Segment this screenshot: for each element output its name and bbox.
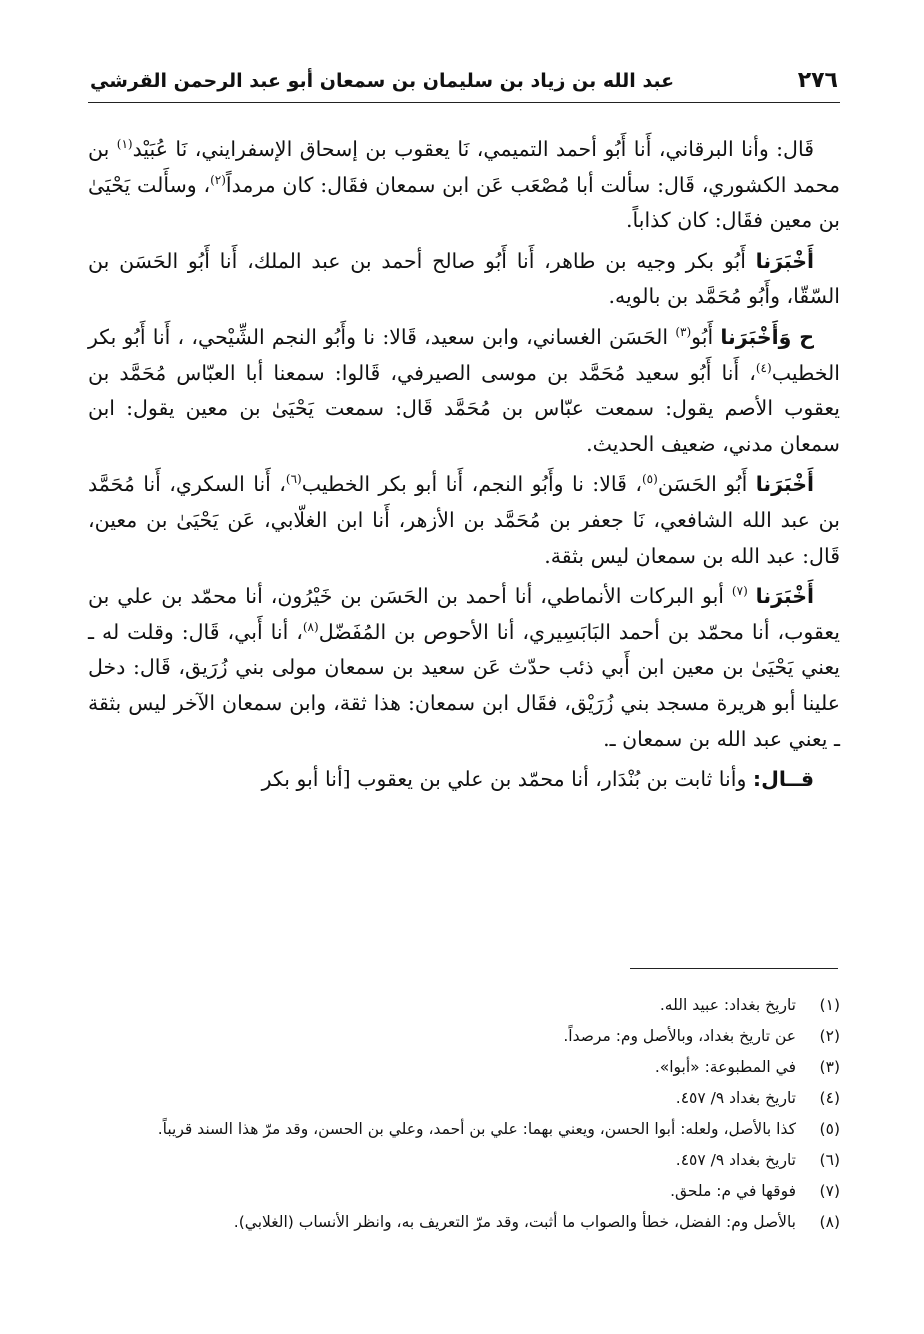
paragraph-text <box>748 584 756 608</box>
paragraph-text: ، أَنا أَبُو سعيد مُحَمَّد بن موسى الصيرفي، قَالوا: سمعنا أبا العبّاس مُحَمَّد بن يعقوب الأصم يقول: سمعت عبّاس بن مُحَمَّد قَال: سمعت يَحْيَىٰ بن معين يقول: ابن سمعان مدني، ضعيف الحديث. <box>88 360 840 456</box>
paragraph-text: أبو البركات الأنماطي، أنا أحمد بن الحَسَن بن خَيْرُون، أنا محمّد بن علي بن يعقوب، أنا محمّد بن أحمد البَابَسِيري، أنا الأحوص بن المُفَضّل <box>88 584 840 644</box>
page-header <box>90 66 838 104</box>
footnote-number: (٢) <box>819 1027 840 1045</box>
footnote-4 <box>88 1083 840 1114</box>
paragraph-3 <box>88 320 840 462</box>
header-rule <box>88 102 840 103</box>
footnote-ref: (٥) <box>641 472 658 487</box>
footnote-number: (٦) <box>819 1151 840 1169</box>
paragraph-text: قَال: وأنا البرقاني، أَنا أَبُو أحمد التميمي، نَا يعقوب بن إسحاق الإسفرايني، نَا عُبَيْد <box>132 137 814 161</box>
paragraph-text: أَبُو بكر وجيه بن طاهر، أَنا أَبُو صالح أحمد بن عبد الملك، أَنا أَبُو الحَسَن بن السّقّا، وأَبُو مُحَمَّد بن بالويه. <box>88 248 840 309</box>
main-text <box>88 132 840 803</box>
footnote-text: بالأصل وم: الفضل، خطأ والصواب ما أثبت، وقد مرّ التعريف به، وانظر الأنساب (الغلابي). <box>233 1213 796 1231</box>
paragraph-text: ، أَنا السكري، أَنا مُحَمَّد بن عبد الله الشافعي، نَا جعفر بن مُحَمَّد بن الأزهر، أَنا ابن الغلّابي، عَن يَحْيَىٰ بن معين، قَال: عبد الله بن سمعان ليس بثقة. <box>88 472 840 568</box>
footnotes <box>88 990 840 1238</box>
footnote-text: تاريخ بغداد: عبيد الله. <box>659 996 796 1014</box>
footnote-ref: (٨) <box>302 619 319 634</box>
footnote-text: كذا بالأصل، ولعله: أبوا الحسن، ويعني بهما: علي بن أحمد، وعلي بن الحسن، وقد مرّ هذا السند قريباً. <box>157 1120 796 1138</box>
footnote-1 <box>88 990 840 1021</box>
footnote-ref: (٦) <box>285 472 302 487</box>
paragraph-lead: ح وَأَخْبَرَنا <box>720 324 814 349</box>
footnote-number: (٨) <box>819 1213 840 1231</box>
footnote-ref: (٧) <box>731 584 748 599</box>
footnote-ref: (٣) <box>675 325 692 340</box>
footnote-3 <box>88 1052 840 1083</box>
page-number: ٢٧٦ <box>797 68 838 93</box>
footnote-text: في المطبوعة: «أبوا». <box>654 1058 796 1076</box>
footnote-number: (٣) <box>819 1058 840 1076</box>
paragraph-lead: أَخْبَرَنا <box>755 584 814 609</box>
footnote-7 <box>88 1176 840 1207</box>
paragraph-lead: أَخْبَرَنا <box>755 248 814 273</box>
paragraph-lead: قــال: <box>752 767 814 792</box>
footnote-2 <box>88 1021 840 1052</box>
paragraph-lead: أَخْبَرَنا <box>755 472 815 497</box>
footnote-text: تاريخ بغداد ٩/ ٤٥٧. <box>675 1089 796 1107</box>
paragraph-text: بن محمد الكشوري، قَال: سألت أبا مُصْعَب عَن ابن سمعان فقَال: كان مرمداً <box>88 137 840 197</box>
footnote-8 <box>88 1207 840 1238</box>
footnote-text: عن تاريخ بغداد، وبالأصل وم: مرصداً. <box>563 1027 796 1045</box>
paragraph-text: أَبُو <box>691 324 721 349</box>
paragraph-text: ، قَالا: نا وأَبُو النجم، أَنا أبو بكر الخطيب <box>301 472 642 497</box>
paragraph-6 <box>88 762 840 798</box>
paragraph-text: ، وسأَلت يَحْيَىٰ بن معين فقَال: كان كذاباً. <box>88 172 840 233</box>
paragraph-text: الحَسَن الغساني، وابن سعيد، قَالا: نا وأَبُو النجم الشِّيْحي، ، أَنا أَبُو بكر الخطيب <box>88 324 840 385</box>
footnote-number: (٧) <box>819 1182 840 1200</box>
paragraph-4 <box>88 467 840 574</box>
paragraph-text: أَبُو الحَسَن <box>657 472 756 497</box>
footnote-5 <box>88 1114 840 1145</box>
footnote-ref: (٢) <box>210 172 226 187</box>
paragraph-text: ، أنا أَبي، قَال: وقلت له ـ يعني يَحْيَىٰ بن معين ابن أَبي ذئب حدّث عَن سعيد بن سمعان مولى بني زُرَيق، قَال: دخل علينا أبو هريرة مسجد بني زُرَيْق، فقَال ابن سمعان: هذا ثقة، وابن سمعان الآخر ليس بثقة ـ يعني عبد الله بن سمعان ـ. <box>88 619 840 751</box>
paragraph-text: وأنا ثابت بن بُنْدَار، أنا محمّد بن علي بن يعقوب [أنا أبو بكر <box>261 767 753 792</box>
footnote-separator <box>630 968 838 969</box>
footnote-number: (٥) <box>819 1120 840 1138</box>
footnote-text: فوقها في م: ملحق. <box>670 1182 796 1200</box>
paragraph-2 <box>88 244 840 315</box>
paragraph-1 <box>88 132 840 239</box>
paragraph-5 <box>88 579 840 757</box>
footnote-number: (١) <box>819 996 840 1014</box>
footnote-ref: (٤) <box>755 360 772 375</box>
footnote-text: تاريخ بغداد ٩/ ٤٥٧. <box>675 1151 796 1169</box>
running-head: عبد الله بن زياد بن سليمان بن سمعان أبو عبد الرحمن القرشي <box>90 70 675 92</box>
footnote-ref: (١) <box>116 137 133 152</box>
footnote-number: (٤) <box>819 1089 840 1107</box>
footnote-6 <box>88 1145 840 1176</box>
